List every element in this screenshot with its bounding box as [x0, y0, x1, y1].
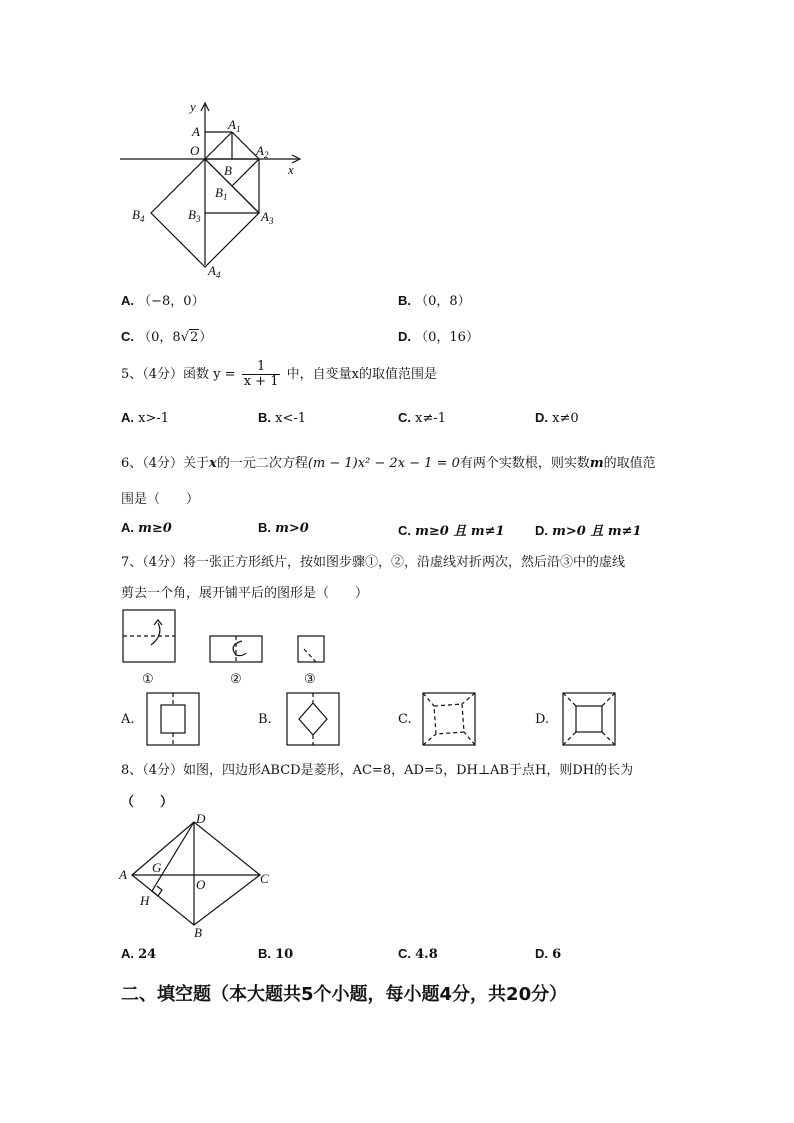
fraction: $\frac{1}{x + 1}$ [243, 359, 279, 389]
q8-option-b[interactable]: B. 10 [258, 946, 294, 962]
q6-option-b[interactable]: B. m>0 [258, 520, 309, 536]
label-A: A [119, 867, 127, 882]
label-O: O [190, 143, 200, 158]
q7-option-d-label[interactable]: D. [535, 712, 550, 727]
section-title: 二、填空题（本大题共5个小题，每小题4分，共20分） [121, 984, 568, 1005]
q6-option-d[interactable]: D. m>0 且 m≠1 [535, 523, 642, 539]
label-A4: $A_4$ [208, 263, 221, 280]
q7-folding-steps [118, 605, 348, 690]
q8-rhombus-figure [112, 810, 282, 940]
label-A: A [192, 124, 200, 139]
label-y: y [190, 99, 196, 114]
quadratic-equation: (m − 1)x² − 2x − 1 = 0 [307, 456, 460, 471]
fold-arrow-2 [233, 641, 246, 656]
q7-option-c-figure[interactable] [422, 692, 476, 746]
label-B: B [194, 925, 202, 940]
q7-option-a-figure[interactable] [146, 692, 200, 746]
step-label-3: ③ [304, 671, 316, 686]
q7-stem-line1: 7、（4分）将一张正方形纸片，按如图步骤①，②，沿虚线对折两次，然后沿③中的虚线 [121, 555, 626, 570]
function-y: y = [213, 367, 236, 382]
option-text: （−8，0） [138, 294, 205, 309]
q6-option-a[interactable]: A. m≥0 [121, 520, 172, 536]
label-G: G [152, 860, 162, 875]
q7-option-a-label[interactable]: A. [121, 712, 135, 727]
option-text: （0，16） [415, 330, 479, 345]
q7-option-c-label[interactable]: C. [398, 712, 412, 727]
sqrt-symbol: √ [180, 330, 189, 345]
label-x: x [288, 162, 294, 177]
q7-option-b-figure[interactable] [286, 692, 340, 746]
q7-stem-line2: 剪去一个角，展开铺平后的图形是（ ） [121, 586, 369, 601]
label-A2: $A_2$ [256, 143, 269, 160]
label-B1: $B_1$ [215, 185, 228, 202]
q4-option-b[interactable] [398, 290, 471, 309]
label-O: O [196, 877, 206, 892]
label-H: H [140, 893, 150, 908]
q5-option-c[interactable]: C. x≠-1 [398, 410, 447, 426]
q8-option-a[interactable]: A. 24 [121, 946, 157, 962]
q5-option-d[interactable]: D. x≠0 [535, 410, 579, 426]
option-label: B. [398, 293, 411, 308]
q8-option-d[interactable]: D. 6 [535, 946, 562, 962]
q6-stem-line1: 6、（4分）关于x的一元二次方程(m − 1)x² − 2x − 1 = 0有两个实数根，则实数m的取值范 [121, 456, 656, 471]
option-label: A. [121, 293, 134, 308]
q7-option-b-label[interactable]: B. [258, 712, 272, 727]
sqrt-radicand: 2 [189, 330, 199, 345]
step-label-2: ② [230, 671, 242, 686]
q8-stem-line1: 8、（4分）如图，四边形ABCD是菱形，AC=8，AD=5，DH⊥AB于点H，则DH的长为 [121, 763, 634, 778]
q5-option-a[interactable]: A. x>-1 [121, 410, 170, 426]
label-A1: $A_1$ [228, 117, 241, 134]
fold-arrow-1 [151, 623, 160, 645]
q4-option-d[interactable] [398, 326, 479, 345]
label-B3: $B_3$ [188, 207, 201, 224]
q5-stem: 5、（4分）函数 y = $\frac{1}{x + 1}$ 中，自变量x的取值范围是 [121, 359, 437, 389]
option-label: D. [398, 329, 411, 344]
label-B4: $B_4$ [132, 207, 145, 224]
option-text: （0，8） [415, 294, 471, 309]
step3-square [298, 636, 324, 662]
q8-stem-line2: （ ） [121, 795, 174, 810]
option-text: （0，8 [138, 330, 181, 345]
q4-option-c[interactable] [121, 326, 212, 345]
option-label: C. [121, 329, 134, 344]
q4-coordinate-figure [110, 95, 310, 280]
step-label-1: ① [142, 671, 154, 686]
q4-option-a[interactable] [121, 290, 205, 309]
label-C: C [260, 871, 269, 886]
q6-option-c[interactable]: C. m≥0 且 m≠1 [398, 523, 505, 539]
q8-option-c[interactable]: C. 4.8 [398, 946, 438, 962]
q5-option-b[interactable]: B. x<-1 [258, 410, 307, 426]
q7-option-d-figure[interactable] [562, 692, 616, 746]
label-D: D [196, 811, 206, 826]
label-B: B [224, 163, 232, 178]
segment-dh [152, 822, 194, 891]
option-text-end: ） [199, 330, 213, 345]
label-A3: $A_3$ [261, 209, 274, 226]
q6-stem-line2: 围是（ ） [121, 492, 200, 507]
